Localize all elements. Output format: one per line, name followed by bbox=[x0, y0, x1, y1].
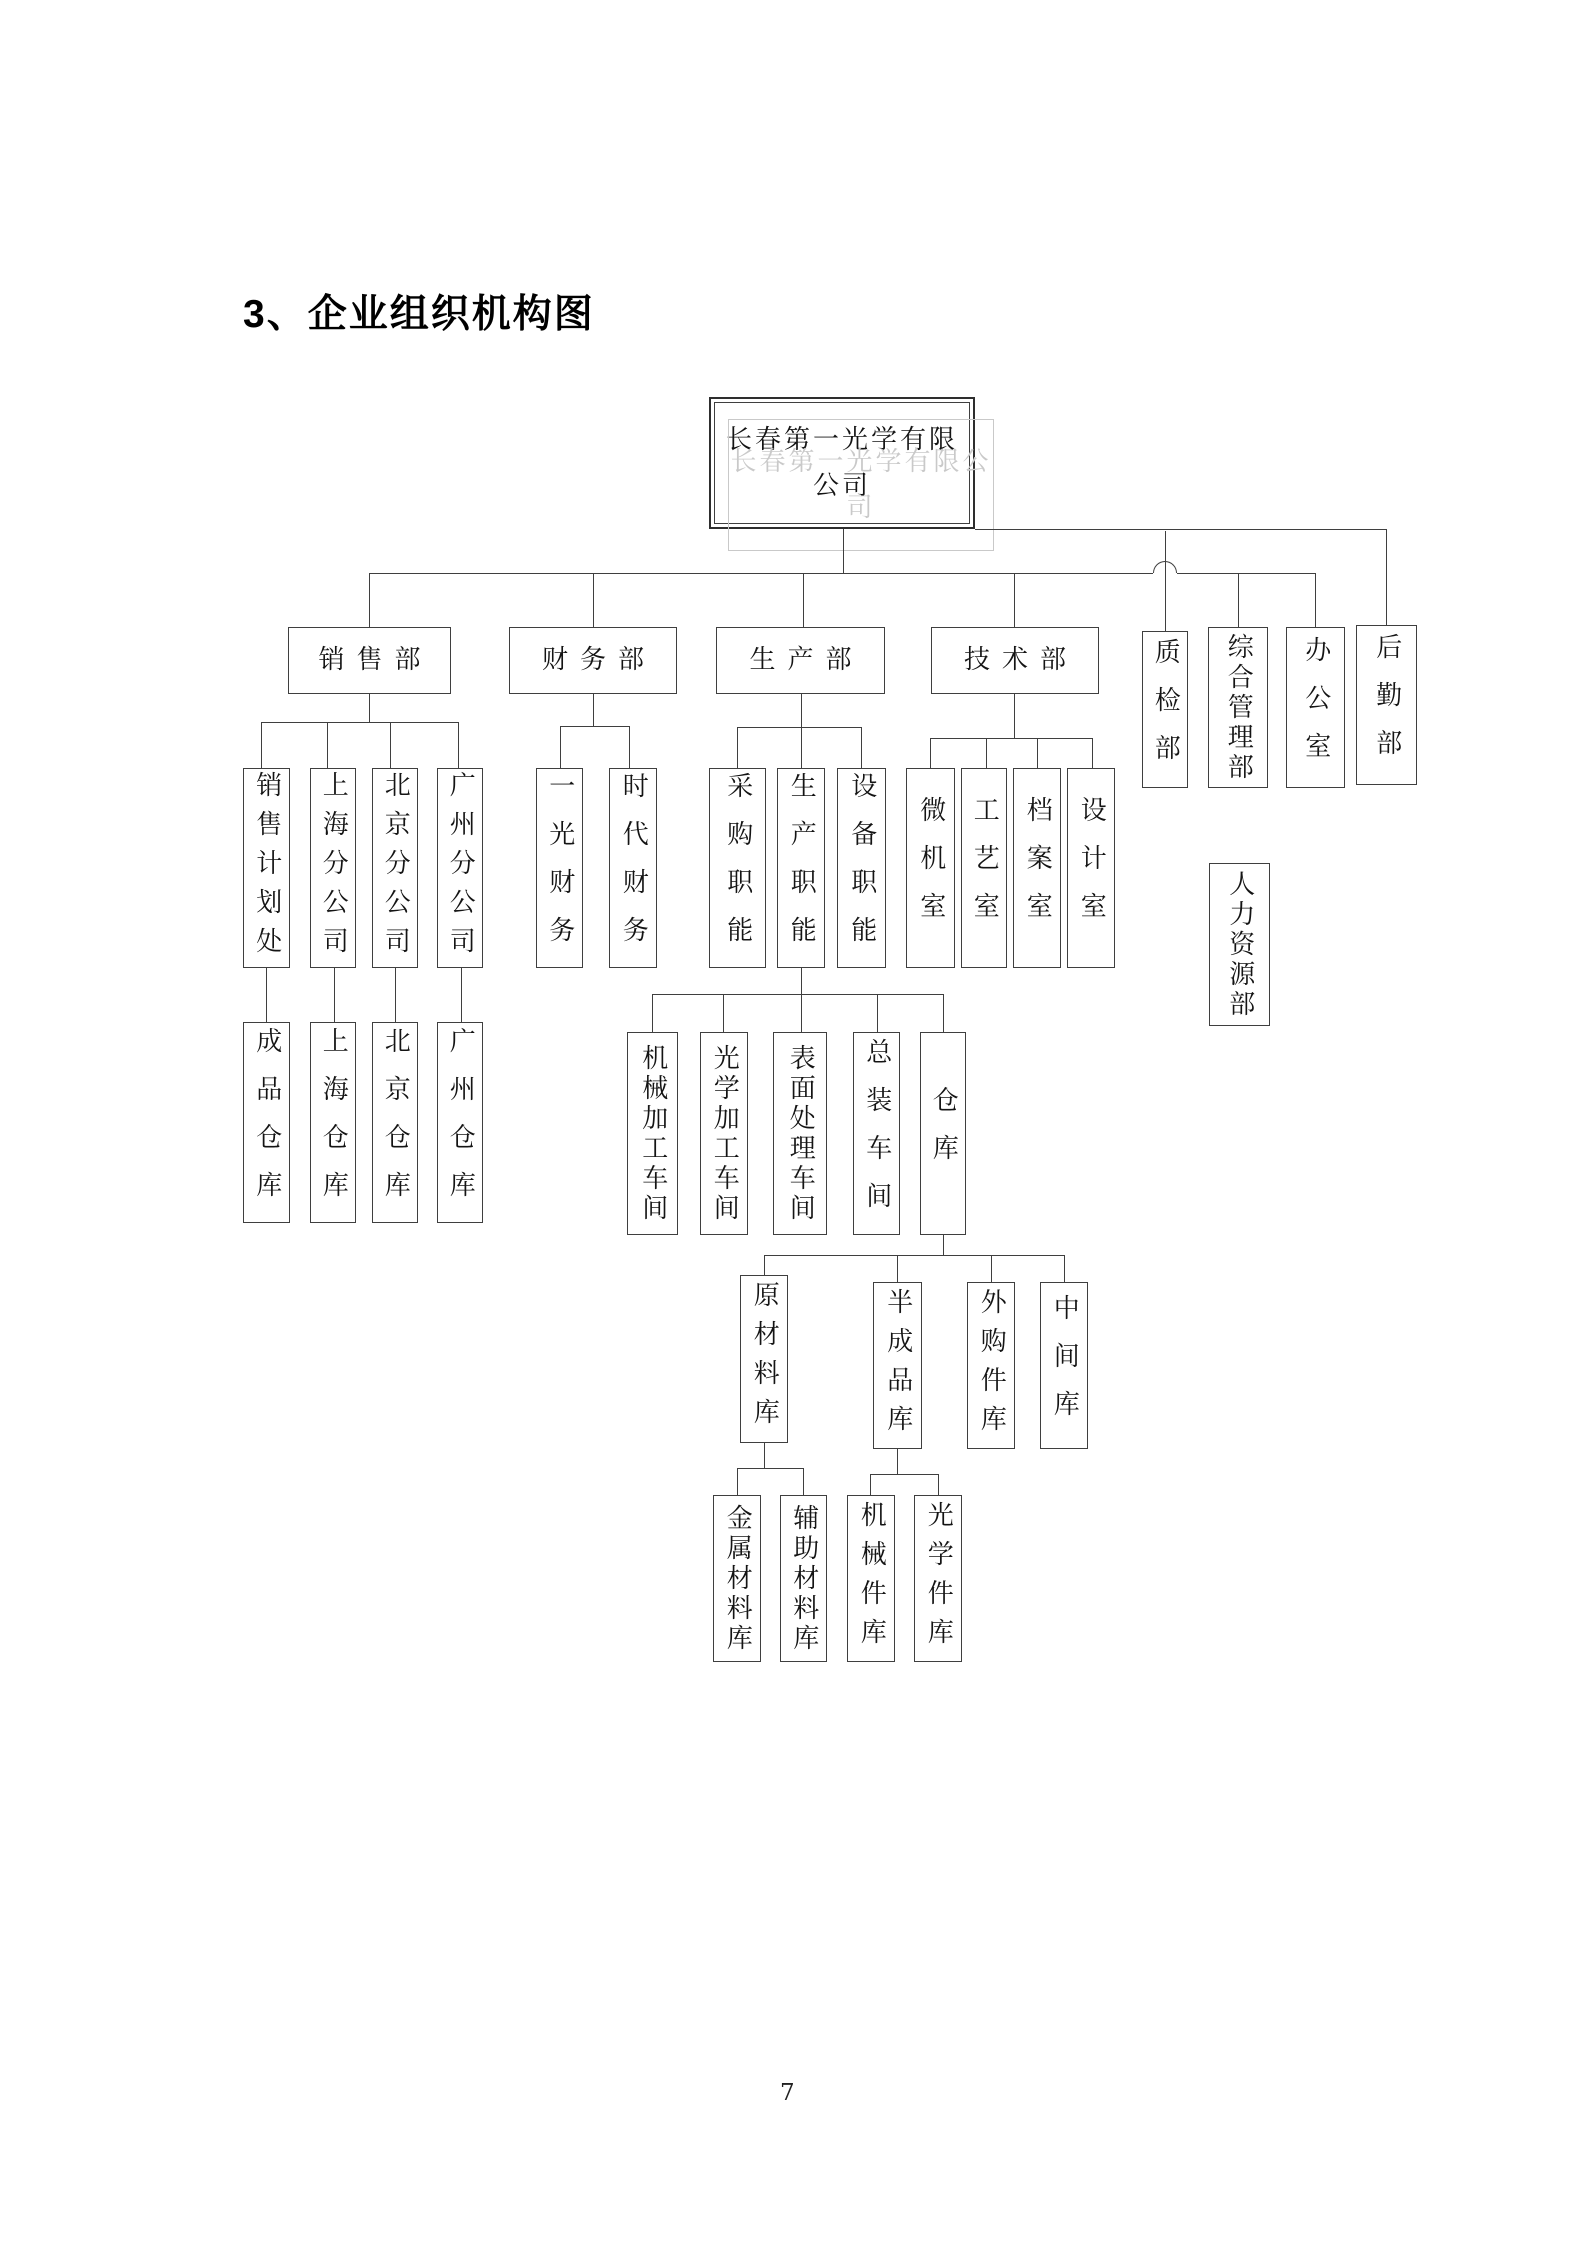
connector bbox=[897, 1449, 898, 1474]
connector bbox=[930, 738, 1092, 739]
connector bbox=[261, 722, 458, 723]
connector bbox=[764, 1443, 765, 1468]
node-tech-dept: 技术部 bbox=[931, 627, 1099, 694]
connector bbox=[737, 727, 738, 768]
node-guangzhou-branch: 广州分公司 bbox=[437, 768, 483, 968]
connector bbox=[1014, 694, 1015, 738]
connector bbox=[764, 1255, 1064, 1256]
connector bbox=[801, 727, 802, 768]
node-machining-workshop: 机械加工车间 bbox=[627, 1032, 678, 1235]
node-production-dept: 生产部 bbox=[716, 627, 885, 694]
connector bbox=[801, 968, 802, 994]
connector bbox=[877, 994, 878, 1032]
connector bbox=[975, 529, 1386, 530]
root-company-shadow-box bbox=[728, 419, 994, 551]
node-beijing-warehouse: 北京仓库 bbox=[372, 1022, 418, 1223]
connector bbox=[369, 573, 370, 627]
node-purchasing-function: 采购职能 bbox=[709, 768, 766, 968]
node-production-function: 生产职能 bbox=[777, 768, 825, 968]
node-hr-dept: 人力资源部 bbox=[1209, 863, 1270, 1026]
connector bbox=[861, 727, 862, 768]
connector bbox=[1014, 573, 1015, 627]
page-title: 3、企业组织机构图 bbox=[243, 293, 595, 336]
node-logistics-dept: 后勤部 bbox=[1356, 625, 1417, 785]
node-office: 办公室 bbox=[1286, 627, 1345, 788]
connector bbox=[1238, 573, 1239, 627]
connector bbox=[390, 722, 391, 768]
node-finished-warehouse: 成品仓库 bbox=[243, 1022, 290, 1223]
node-computer-room: 微机室 bbox=[906, 768, 955, 968]
connector bbox=[560, 726, 629, 727]
connector bbox=[266, 968, 267, 1022]
connector bbox=[1092, 738, 1093, 768]
connector bbox=[803, 573, 804, 627]
page-number: 7 bbox=[780, 2080, 795, 2106]
node-admin-dept: 综合管理部 bbox=[1208, 627, 1268, 788]
connector bbox=[737, 1468, 803, 1469]
connector bbox=[369, 694, 370, 722]
connector bbox=[334, 968, 335, 1022]
connector bbox=[870, 1474, 938, 1475]
connector bbox=[801, 994, 802, 1032]
connector bbox=[261, 722, 262, 768]
node-sales-planning: 销售计划处 bbox=[243, 768, 290, 968]
node-yiguang-finance: 一光财务 bbox=[536, 768, 583, 968]
connector bbox=[652, 994, 653, 1032]
node-intermediate-store: 中间库 bbox=[1040, 1282, 1088, 1449]
node-semi-finished-store: 半成品库 bbox=[873, 1282, 922, 1449]
connector bbox=[395, 968, 396, 1022]
root-company-label: 长春第一光学有限公司 bbox=[725, 425, 958, 501]
connector bbox=[764, 1255, 765, 1275]
node-metal-material-store: 金属材料库 bbox=[713, 1495, 761, 1662]
connector bbox=[369, 573, 1153, 574]
connector bbox=[737, 1468, 738, 1495]
connector bbox=[1037, 738, 1038, 768]
node-finance-dept: 财务部 bbox=[509, 627, 677, 694]
node-warehouse: 仓库 bbox=[920, 1032, 966, 1235]
connector bbox=[1165, 531, 1166, 631]
connector bbox=[327, 722, 328, 768]
connector bbox=[943, 1235, 944, 1255]
node-design-room: 设计室 bbox=[1067, 768, 1115, 968]
node-purchased-parts-store: 外购件库 bbox=[967, 1282, 1015, 1449]
connector bbox=[938, 1474, 939, 1495]
node-shanghai-warehouse: 上海仓库 bbox=[310, 1022, 356, 1223]
connector bbox=[1064, 1255, 1065, 1282]
connector bbox=[461, 968, 462, 1022]
node-optical-parts-store: 光学件库 bbox=[914, 1495, 962, 1662]
connector bbox=[593, 694, 594, 726]
connector bbox=[986, 738, 987, 768]
connector bbox=[870, 1474, 871, 1495]
node-qc-dept: 质检部 bbox=[1142, 631, 1188, 788]
root-company-shadow-label: 长春第一光学有限公司 bbox=[730, 447, 992, 523]
connector bbox=[723, 994, 724, 1032]
connector bbox=[652, 994, 943, 995]
node-auxiliary-material-store: 辅助材料库 bbox=[780, 1495, 827, 1662]
node-archive-room: 档案室 bbox=[1013, 768, 1061, 968]
node-shanghai-branch: 上海分公司 bbox=[310, 768, 356, 968]
connector bbox=[803, 1468, 804, 1495]
node-mechanical-parts-store: 机械件库 bbox=[847, 1495, 895, 1662]
node-guangzhou-warehouse: 广州仓库 bbox=[437, 1022, 483, 1223]
connector bbox=[458, 722, 459, 768]
node-beijing-branch: 北京分公司 bbox=[372, 768, 418, 968]
node-process-room: 工艺室 bbox=[961, 768, 1007, 968]
connector bbox=[897, 1255, 898, 1282]
connector bbox=[843, 529, 844, 573]
node-surface-treatment-workshop: 表面处理车间 bbox=[773, 1032, 827, 1235]
connector bbox=[560, 726, 561, 768]
connector bbox=[1315, 573, 1316, 627]
connector bbox=[801, 694, 802, 727]
node-sales-dept: 销售部 bbox=[288, 627, 451, 694]
connector bbox=[991, 1255, 992, 1282]
connector bbox=[1177, 573, 1315, 574]
connector bbox=[1386, 529, 1387, 625]
connector bbox=[593, 573, 594, 627]
node-equipment-function: 设备职能 bbox=[837, 768, 886, 968]
node-assembly-workshop: 总装车间 bbox=[853, 1032, 900, 1235]
node-optical-workshop: 光学加工车间 bbox=[700, 1032, 748, 1235]
node-shidai-finance: 时代财务 bbox=[609, 768, 657, 968]
connector bbox=[930, 738, 931, 768]
node-raw-material-store: 原材料库 bbox=[740, 1275, 788, 1443]
connector bbox=[629, 726, 630, 768]
connector bbox=[737, 727, 861, 728]
connector bbox=[943, 994, 944, 1032]
